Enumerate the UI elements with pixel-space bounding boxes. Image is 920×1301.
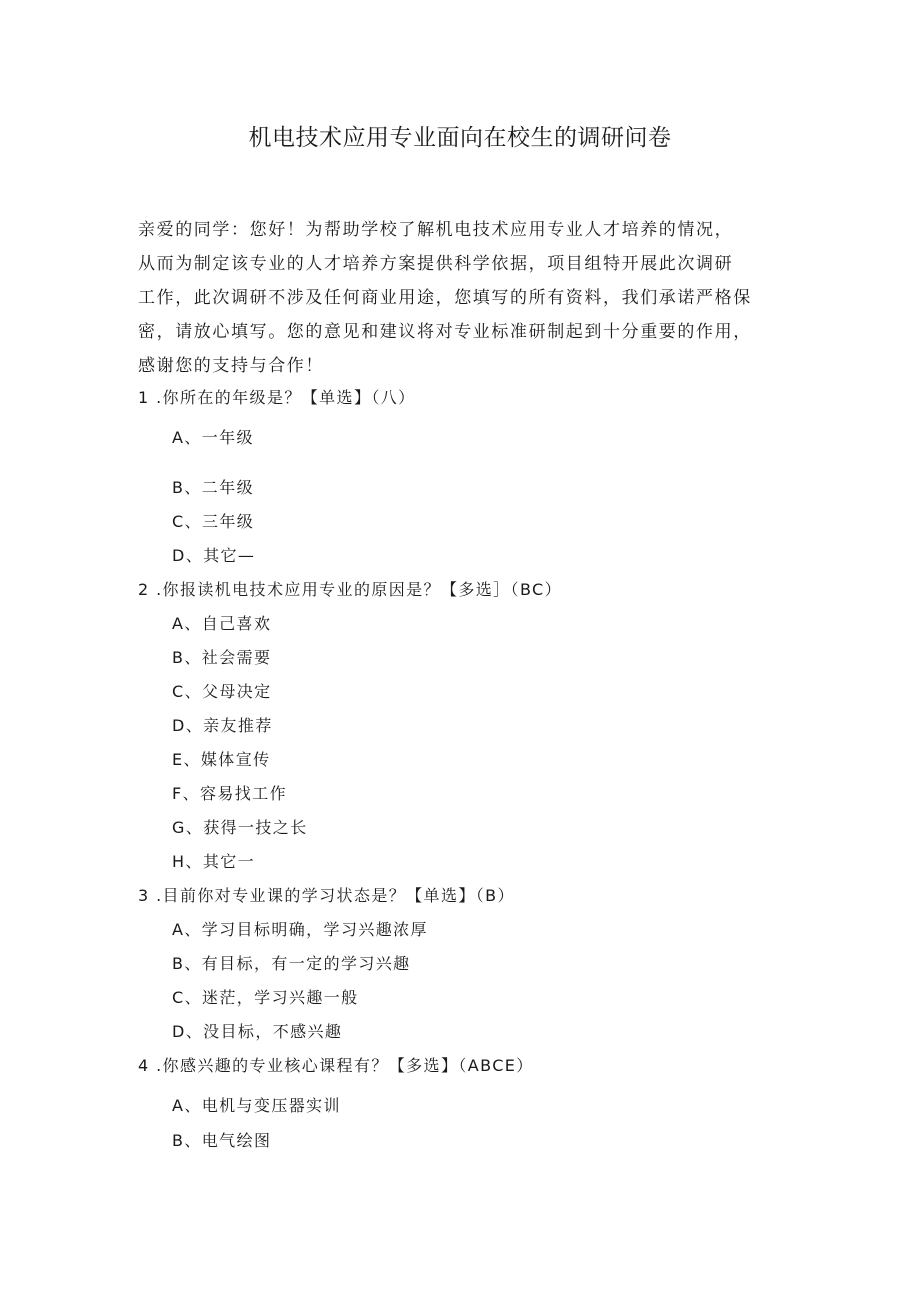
option-1c: C、三年级 bbox=[172, 512, 255, 531]
option-3a: A、学习目标明确，学习兴趣浓厚 bbox=[172, 920, 428, 939]
intro-line: 感谢您的支持与合作！ bbox=[138, 356, 324, 376]
question-4: 4 .你感兴趣的专业核心课程有？【多选】（ABCE） bbox=[138, 1056, 534, 1075]
option-1d: D、其它— bbox=[172, 546, 256, 565]
option-2e: E、媒体宣传 bbox=[172, 750, 271, 769]
option-3c: C、迷茫，学习兴趣一般 bbox=[172, 988, 359, 1007]
option-3d: D、没目标，不感兴趣 bbox=[172, 1022, 343, 1041]
option-2f: F、容易找工作 bbox=[172, 784, 288, 803]
option-2d: D、亲友推荐 bbox=[172, 716, 273, 735]
option-2a: A、自己喜欢 bbox=[172, 614, 272, 633]
intro-paragraph bbox=[138, 213, 798, 383]
option-1a: A、一年级 bbox=[172, 428, 254, 447]
document-title: 机电技术应用专业面向在校生的调研问卷 bbox=[248, 125, 672, 151]
option-4b: B、电气绘图 bbox=[172, 1131, 272, 1150]
intro-line: 从而为制定该专业的人才培养方案提供科学依据，项目组特开展此次调研 bbox=[138, 254, 734, 274]
intro-line: 密，请放心填写。您的意见和建议将对专业标准研制起到十分重要的作用， bbox=[138, 322, 752, 342]
option-2h: H、其它一 bbox=[172, 852, 256, 871]
question-1: 1 .你所在的年级是？【单选】（八） bbox=[138, 388, 416, 407]
intro-line: 工作，此次调研不涉及任何商业用途，您填写的所有资料，我们承诺严格保 bbox=[138, 288, 752, 308]
question-2: 2 .你报读机电技术应用专业的原因是？【多选］（BC） bbox=[138, 580, 563, 599]
option-4a: A、电机与变压器实训 bbox=[172, 1096, 341, 1115]
question-3: 3 .目前你对专业课的学习状态是？【单选】（B） bbox=[138, 886, 515, 905]
intro-line: 亲爱的同学：您好！为帮助学校了解机电技术应用专业人才培养的情况， bbox=[138, 220, 734, 240]
option-2b: B、社会需要 bbox=[172, 648, 272, 667]
option-3b: B、有目标，有一定的学习兴趣 bbox=[172, 954, 411, 973]
option-2g: G、获得一技之长 bbox=[172, 818, 308, 837]
option-1b: B、二年级 bbox=[172, 478, 254, 497]
option-2c: C、父母决定 bbox=[172, 682, 272, 701]
